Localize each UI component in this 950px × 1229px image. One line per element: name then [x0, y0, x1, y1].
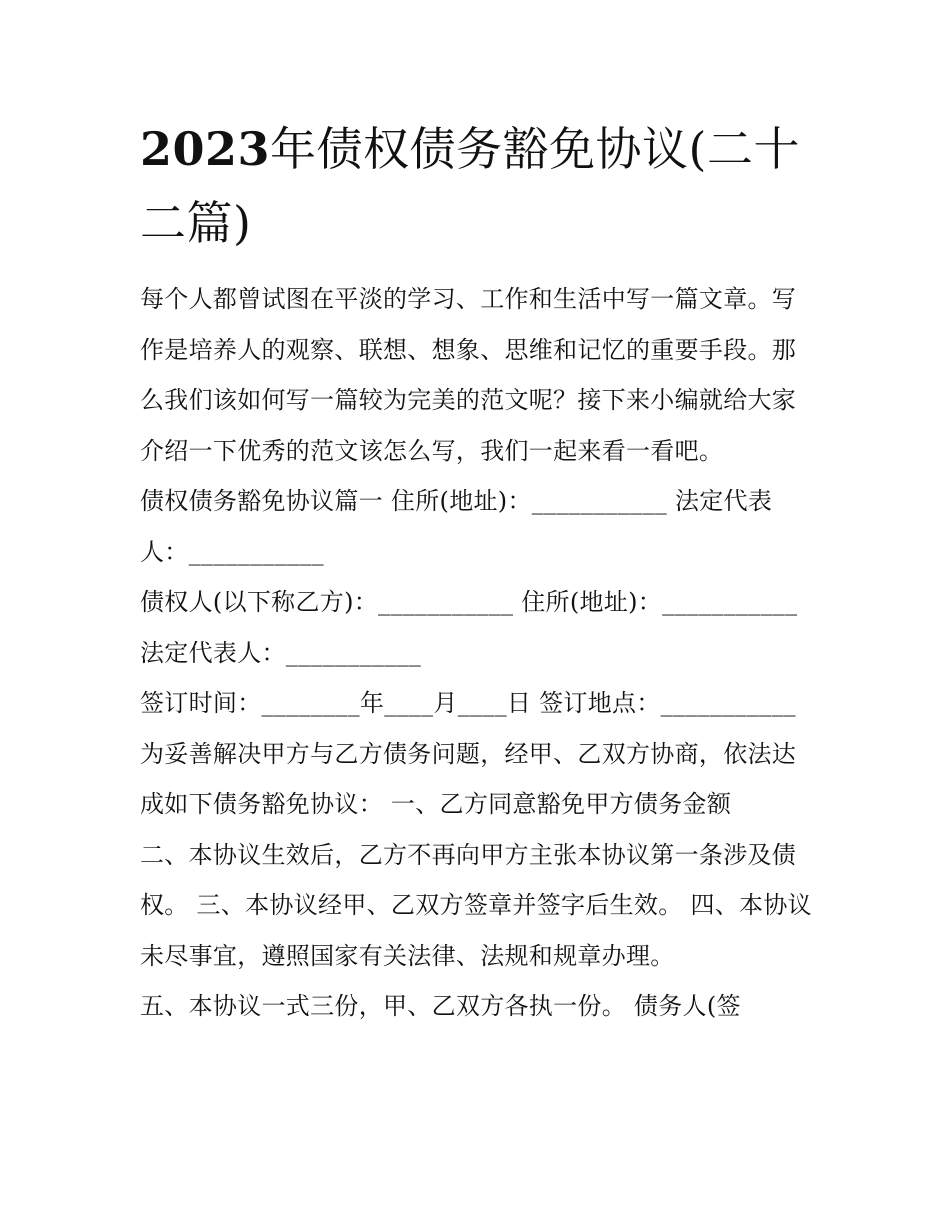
document-page [140, 112, 815, 1032]
intro-paragraph: 每个人都曾试图在平淡的学习、工作和生活中写一篇文章。写作是培养人的观察、联想、想象、思维和记忆的重要手段。那么我们该如何写一篇较为完美的范文呢？接下来小编就给大家介绍一下优秀的范文该怎么写，我们一起来看一看吧。 [140, 285, 797, 465]
document-body [140, 274, 815, 1032]
signing-info-paragraph: 签订时间：________年____月____日 签订地点：___________ [140, 689, 796, 717]
title-year: 2023 [140, 122, 271, 176]
document-title [140, 112, 815, 260]
debtor-info-paragraph: 债权债务豁免协议篇一 住所(地址)：___________ 法定代表人：___________ [140, 487, 773, 566]
agreement-preamble-paragraph: 为妥善解决甲方与乙方债务问题，经甲、乙双方协商，依法达成如下债务豁免协议： 一、乙方同意豁免甲方债务金额 [140, 739, 797, 818]
clauses-paragraph: 二、本协议生效后，乙方不再向甲方主张本协议第一条涉及债权。 三、本协议经甲、乙双方签章并签字后生效。 四、本协议未尽事宜，遵照国家有关法律、法规和规章办理。 [140, 840, 812, 970]
final-clause-paragraph: 五、本协议一式三份，甲、乙双方各执一份。 债务人(签 [140, 992, 741, 1020]
creditor-info-paragraph: 债权人(以下称乙方)：___________ 住所(地址)：___________ 法定代表人：___________ [140, 588, 798, 667]
title-text: 年债权债务豁免协议(二十二篇) [140, 122, 800, 250]
